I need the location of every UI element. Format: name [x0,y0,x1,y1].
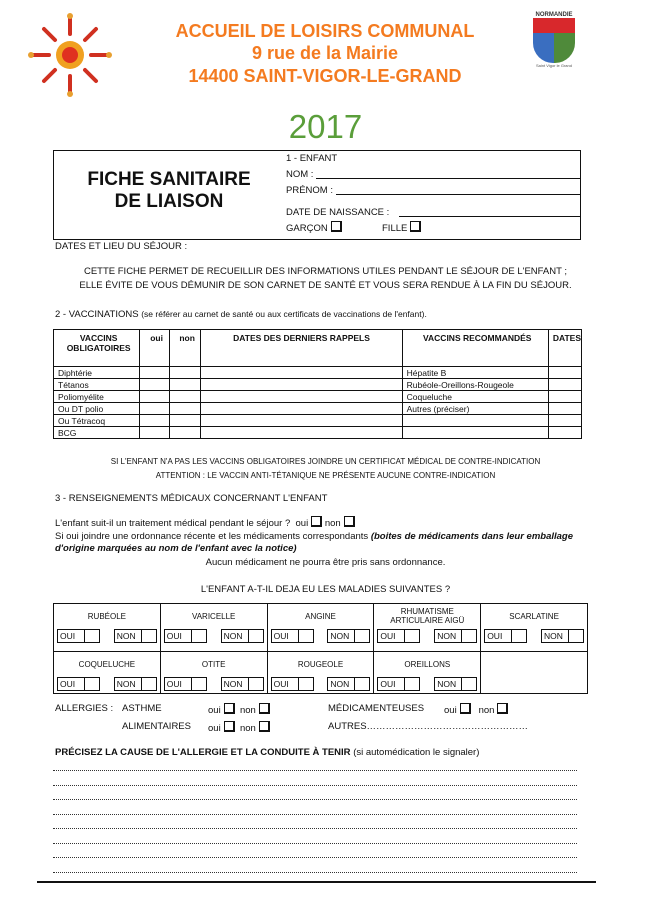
non-box[interactable] [434,677,477,691]
table-row [54,403,582,415]
col-header: DATES DES DERNIERS RAPPELS [201,330,402,367]
alimentaires-label: ALIMENTAIRES [122,721,191,732]
oui-box[interactable] [164,629,207,643]
non-checkbox[interactable] [249,630,263,642]
diseases-question: L'ENFANT A-T-IL DEJA EU LES MALADIES SUIVANTES ? [200,584,451,595]
non-box[interactable] [327,629,370,643]
disease-name: ANGINE [305,611,336,621]
non-box[interactable] [221,629,264,643]
non-label: NON [542,630,569,642]
garcon-label: GARÇON [286,223,328,234]
non-checkbox[interactable] [249,678,263,690]
disease-cell [374,604,481,652]
crest-motto: Saint Vigor le Grand [536,63,572,68]
section2-heading [55,309,427,320]
fille-option[interactable] [382,221,421,234]
section1-title: 1 - ENFANT [286,153,338,164]
treatment-question [55,516,355,529]
form-title [64,169,274,213]
non-label: non [478,705,495,716]
cell[interactable] [402,415,548,427]
oui-box[interactable] [377,629,420,643]
cell[interactable] [169,391,201,403]
oui-label: OUI [272,678,299,690]
disease-row [54,604,588,652]
disease-name: RHUMATISME ARTICULAIRE AIGÜ [390,607,465,625]
oui-box[interactable] [57,677,100,691]
table-row [54,367,582,379]
disease-cell [374,652,481,694]
section2-note: (se référer au carnet de santé ou aux certificats de vaccinations de l'enfant). [141,309,427,319]
treatment-question-text: L'enfant suit-il un traitement médical pendant le séjour ? [55,518,291,529]
empty-cell [481,652,588,694]
form-title-line2: DE LIAISON [114,191,224,212]
cell[interactable] [548,379,581,391]
non-label: NON [328,630,355,642]
medicamenteuses-label: MÉDICAMENTEUSES [328,703,425,714]
cell[interactable] [169,379,201,391]
disease-cell [54,652,161,694]
oui-checkbox[interactable] [299,678,313,690]
cell[interactable] [201,427,402,439]
sejour-label: DATES ET LIEU DU SÉJOUR : [55,241,188,252]
oui-label: OUI [165,630,192,642]
disease-row [54,652,588,694]
oui-label: OUI [58,678,85,690]
oui-checkbox[interactable] [85,630,99,642]
table-header-row [54,330,582,367]
cell: Ou DT polio [54,403,140,415]
intro-line1: CETTE FICHE PERMET DE RECUEILLIR DES INFORMATIONS UTILES PENDANT LE SÉJOUR DE L'ENFANT ; [83,266,568,277]
prescription-text: Si oui joindre une ordonnance récente et les médicaments correspondants [55,531,369,542]
oui-label: OUI [485,630,512,642]
oui-label: OUI [165,678,192,690]
nom-label: NOM : [286,169,314,180]
oui-label: oui [295,518,309,529]
non-checkbox[interactable] [355,678,369,690]
cell[interactable] [548,415,581,427]
cell[interactable] [169,415,201,427]
cell[interactable] [548,391,581,403]
disease-cell [267,652,374,694]
non-box[interactable] [221,677,264,691]
cell: Hépatite B [402,367,548,379]
oui-label: OUI [58,630,85,642]
oui-label: oui [208,705,221,716]
prenom-label: PRÉNOM : [286,185,333,196]
table-row [54,415,582,427]
cell: Tétanos [54,379,140,391]
oui-checkbox[interactable] [405,630,419,642]
precisez-note: (si automédication le signaler) [353,747,480,758]
answer-line[interactable] [53,857,577,858]
cell[interactable] [140,415,170,427]
center-city: 14400 SAINT-VIGOR-LE-GRAND [188,66,462,86]
answer-line[interactable] [53,814,577,815]
answer-line[interactable] [53,843,577,844]
oui-checkbox[interactable] [192,678,206,690]
sun-children-logo [28,10,113,100]
disease-name: OTITE [201,659,226,669]
disease-name: RUBÉOLE [87,611,127,621]
non-box[interactable] [327,677,370,691]
disease-name: COQUELUCHE [78,659,136,669]
autres-field[interactable]: AUTRES…………………………………………… [328,721,529,732]
asthme-oui-checkbox[interactable] [224,703,235,714]
year: 2017 [288,108,363,145]
non-checkbox[interactable] [142,630,156,642]
cell[interactable] [169,403,201,415]
disease-cell [267,604,374,652]
non-label: non [239,723,256,734]
table-row [54,427,582,439]
asthme-options [208,703,270,716]
cell[interactable] [140,427,170,439]
form-title-line1: FICHE SANITAIRE [87,169,251,190]
medic-non-checkbox[interactable] [497,703,508,714]
cell[interactable] [169,367,201,379]
treatment-non-checkbox[interactable] [344,516,355,527]
normandie-crest [530,12,578,82]
non-label: non [239,705,256,716]
medicamenteuses-options [444,703,508,716]
identity-box [53,150,581,240]
asthme-non-checkbox[interactable] [259,703,270,714]
vaccine-note-2: ATTENTION : LE VACCIN ANTI-TÉTANIQUE NE PRÉSENTE AUCUNE CONTRE-INDICATION [155,471,496,480]
disease-name: VARICELLE [191,611,236,621]
non-label: NON [435,678,462,690]
non-checkbox[interactable] [355,630,369,642]
cell[interactable] [140,367,170,379]
answer-line[interactable] [53,872,577,873]
cell[interactable] [201,403,402,415]
cell: Autres (préciser) [402,403,548,415]
cell: Coqueluche [402,391,548,403]
disease-cell [54,604,161,652]
non-box[interactable] [114,629,157,643]
non-label: NON [115,678,142,690]
non-label: NON [222,630,249,642]
crest-label: NORMANDIE [535,12,573,18]
cell: BCG [54,427,140,439]
section2-title: 2 - VACCINATIONS [55,309,139,320]
intro-line2: ELLE ÉVITE DE VOUS DÉMUNIR DE SON CARNET DE SANTÉ ET VOUS SERA RENDUE À LA FIN DU SÉJOUR. [79,280,572,291]
oui-checkbox[interactable] [85,678,99,690]
cell[interactable] [140,391,170,403]
alimentaires-options [208,721,270,734]
alim-non-checkbox[interactable] [259,721,270,732]
cell[interactable] [140,403,170,415]
non-checkbox[interactable] [462,630,476,642]
cell: Diphtérie [54,367,140,379]
disease-cell [160,652,267,694]
precisez-heading [55,747,479,758]
oui-label: OUI [378,630,405,642]
non-label: non [324,518,341,529]
oui-checkbox[interactable] [192,630,206,642]
cell[interactable] [548,367,581,379]
col-header: VACCINS RECOMMANDÉS [402,330,548,367]
cell: Ou Tétracoq [54,415,140,427]
garcon-option[interactable] [286,221,342,234]
col-header: non [169,330,201,367]
non-box[interactable] [541,629,584,643]
disease-name: OREILLONS [404,659,451,669]
oui-checkbox[interactable] [512,630,526,642]
center-street: 9 rue de la Mairie [251,43,399,63]
oui-label: oui [444,705,457,716]
cell[interactable] [201,415,402,427]
answer-line[interactable] [53,799,577,800]
oui-box[interactable] [484,629,527,643]
naissance-field[interactable] [399,216,580,217]
non-label: NON [435,630,462,642]
prenom-field[interactable] [336,194,580,195]
disease-name: SCARLATINE [509,611,559,621]
table-row [54,379,582,391]
allergies-label: ALLERGIES : [55,703,114,714]
answer-line[interactable] [53,828,577,829]
fille-label: FILLE [382,223,408,234]
section3-title: 3 - RENSEIGNEMENTS MÉDICAUX CONCERNANT L'ENFANT [55,493,328,504]
oui-box[interactable] [271,629,314,643]
cell[interactable] [201,391,402,403]
naissance-label: DATE DE NAISSANCE : [286,207,390,218]
center-name: ACCUEIL DE LOISIRS COMMUNAL [175,21,475,41]
oui-box[interactable] [377,677,420,691]
cell[interactable] [140,379,170,391]
non-box[interactable] [114,677,157,691]
diseases-grid [53,603,588,694]
oui-box[interactable] [57,629,100,643]
oui-label: oui [208,723,221,734]
oui-checkbox[interactable] [299,630,313,642]
asthme-label: ASTHME [122,703,162,714]
vaccines-table [53,329,582,439]
disease-cell [160,604,267,652]
cell[interactable] [548,427,581,439]
vaccine-note-1: SI L'ENFANT N'A PAS LES VACCINS OBLIGATOIRES JOINDRE UN CERTIFICAT MÉDICAL DE CONTRE-INDICATION [110,457,541,466]
col-header: VACCINS OBLIGATOIRES [54,330,140,367]
non-label: NON [328,678,355,690]
oui-label: OUI [378,678,405,690]
cell[interactable] [402,427,548,439]
col-header: oui [140,330,170,367]
oui-box[interactable] [164,677,207,691]
fille-checkbox[interactable] [410,221,421,232]
cell: Poliomyélite [54,391,140,403]
oui-box[interactable] [271,677,314,691]
nom-field[interactable] [316,178,580,179]
col-header: DATES [548,330,581,367]
prescription-instructions [55,531,575,555]
non-checkbox[interactable] [569,630,583,642]
oui-label: OUI [272,630,299,642]
garcon-checkbox[interactable] [331,221,342,232]
answer-line[interactable] [53,770,577,771]
cell: Rubéole-Oreillons-Rougeole [402,379,548,391]
treatment-oui-checkbox[interactable] [311,516,322,527]
non-label: NON [222,678,249,690]
no-medication-note: Aucun médicament ne pourra être pris sans ordonnance. [205,557,446,568]
cell[interactable] [201,367,402,379]
prescription-note: (boites de médicaments dans leur emballage d'origine marquées au nom de l'enfant avec la notice) [55,531,574,554]
alim-oui-checkbox[interactable] [224,721,235,732]
non-checkbox[interactable] [142,678,156,690]
answer-line[interactable] [53,785,577,786]
precisez-title: PRÉCISEZ LA CAUSE DE L'ALLERGIE ET LA CONDUITE À TENIR [55,747,351,758]
non-box[interactable] [434,629,477,643]
cell[interactable] [548,403,581,415]
cell[interactable] [169,427,201,439]
table-row [54,391,582,403]
medic-oui-checkbox[interactable] [460,703,471,714]
non-label: NON [115,630,142,642]
non-checkbox[interactable] [462,678,476,690]
disease-cell [481,604,588,652]
bottom-rule [37,881,596,883]
cell[interactable] [201,379,402,391]
oui-checkbox[interactable] [405,678,419,690]
disease-name: ROUGEOLE [297,659,344,669]
